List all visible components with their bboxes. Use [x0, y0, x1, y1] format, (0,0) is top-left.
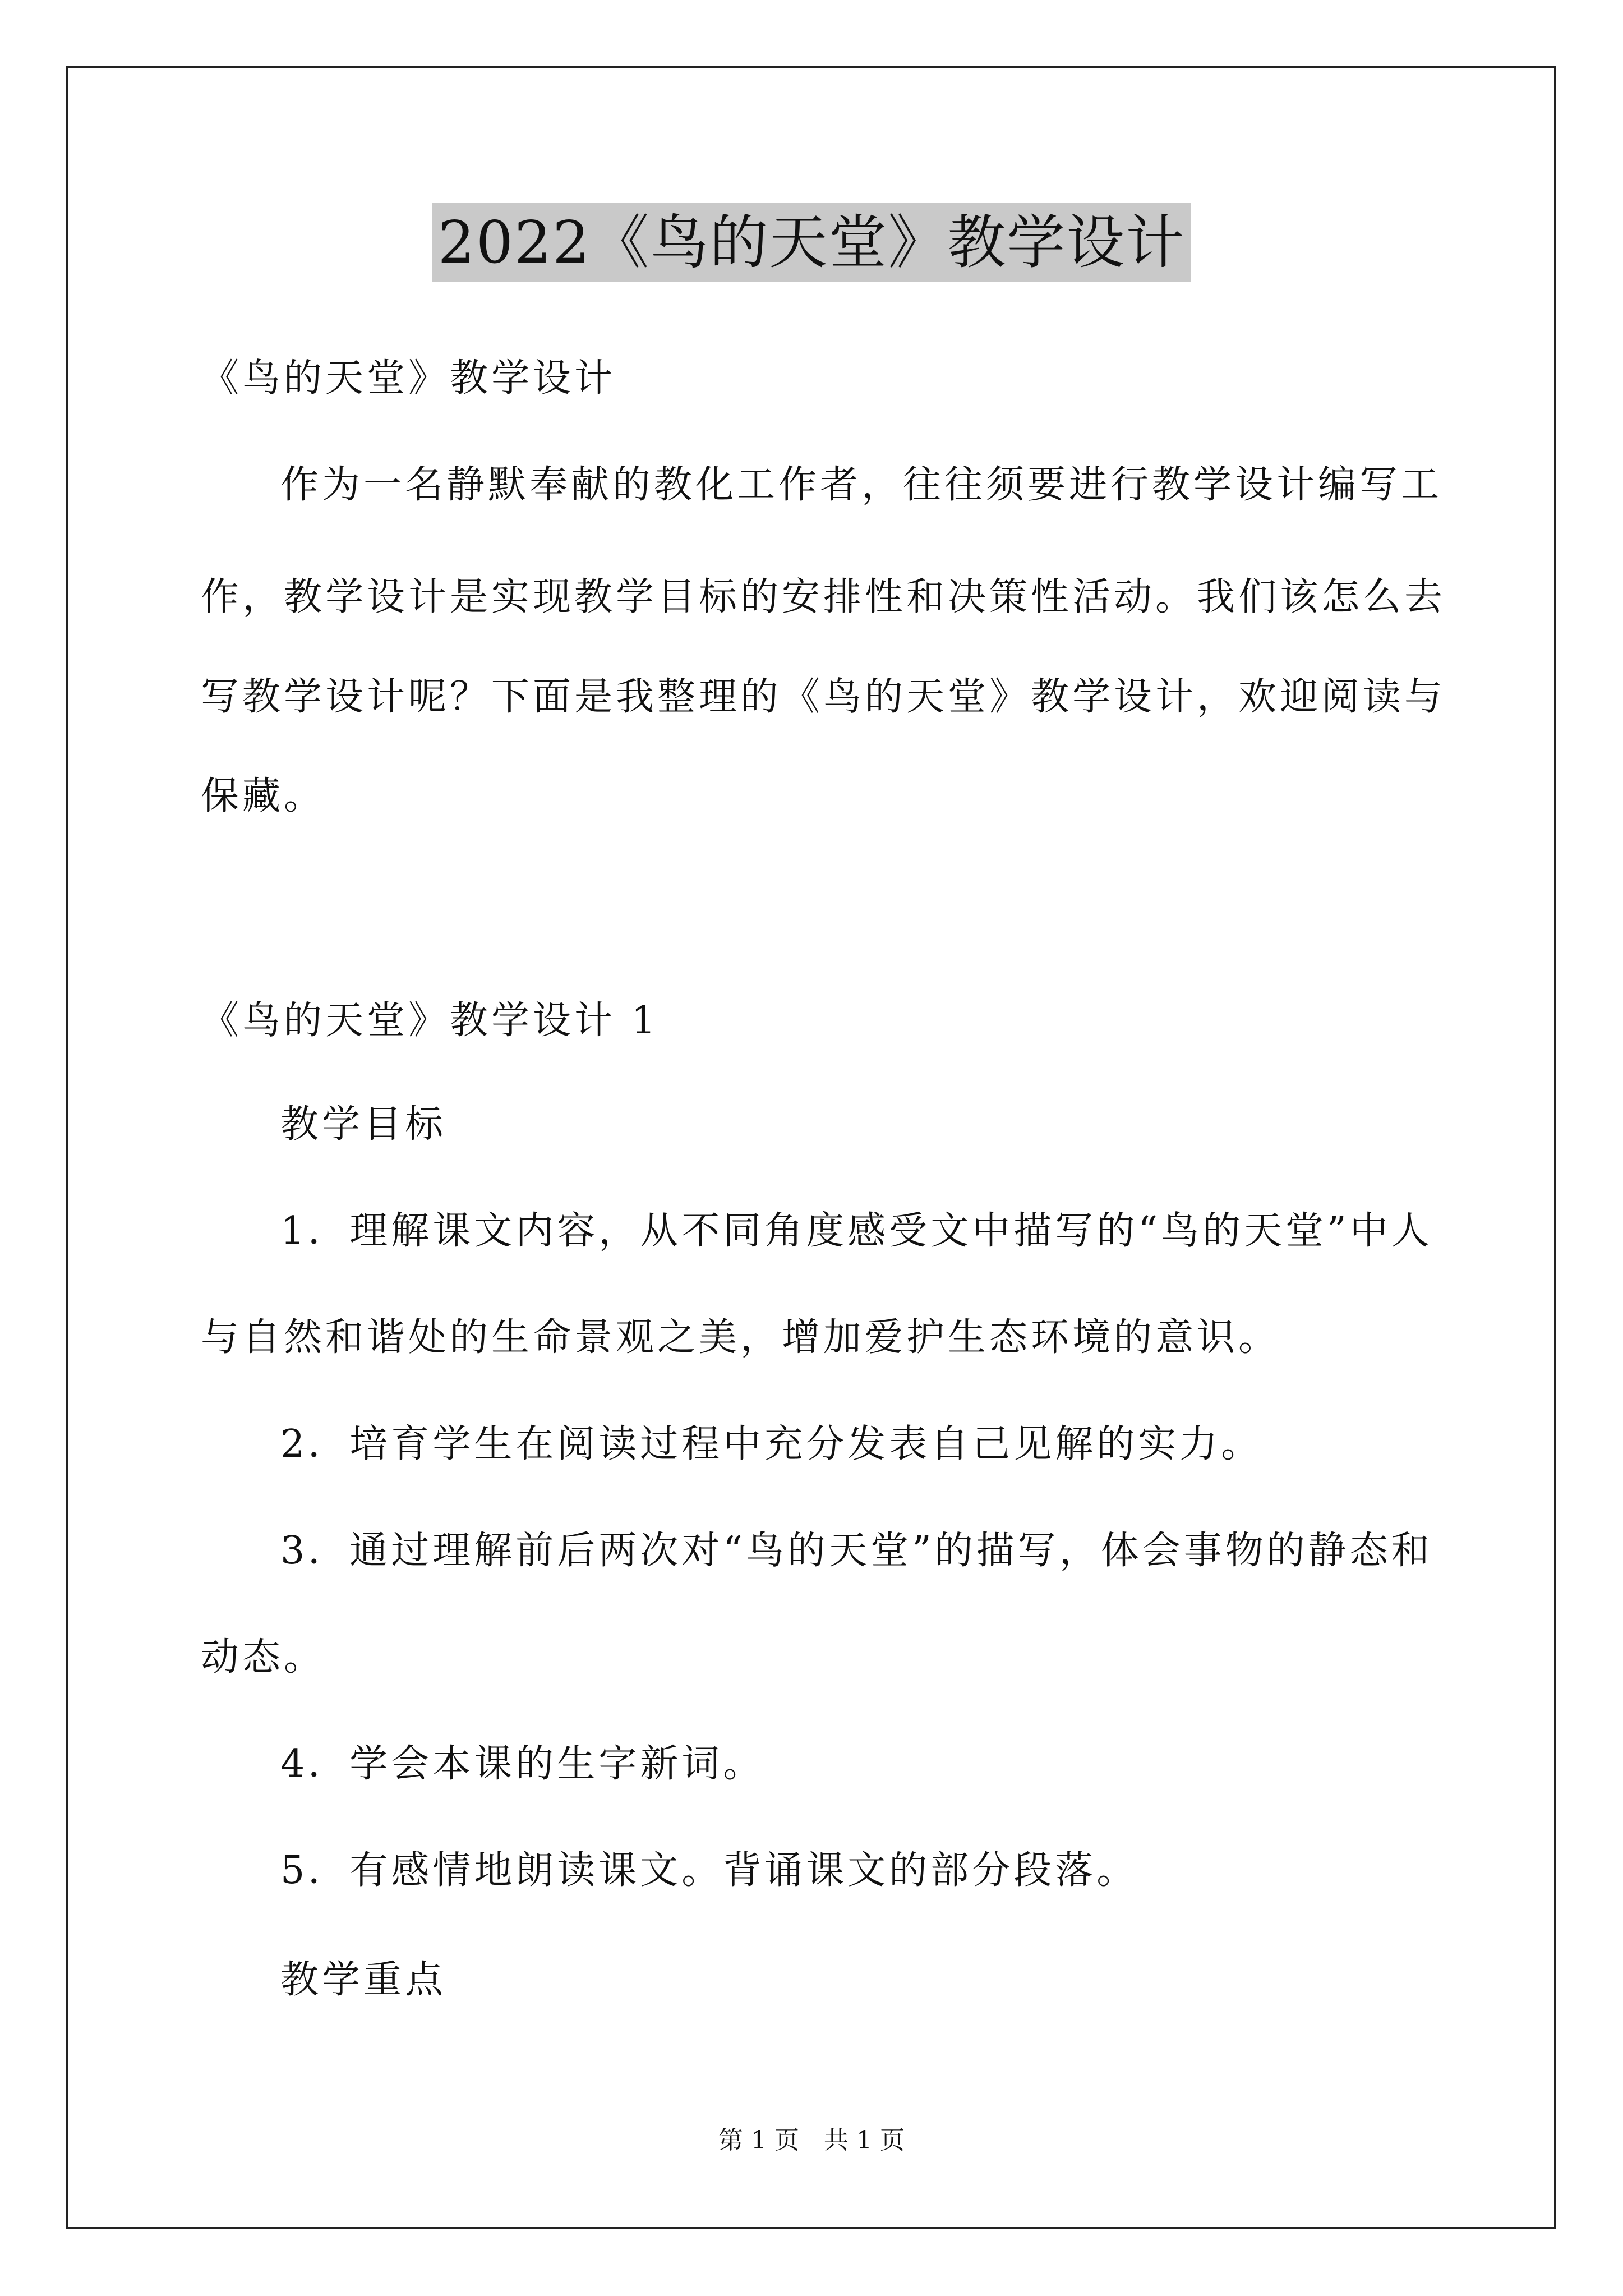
document-subtitle: 《鸟的天堂》教学设计	[201, 356, 616, 401]
heading-key-points: 教学重点	[280, 1958, 447, 2002]
section-title: 《鸟的天堂》教学设计 1	[201, 999, 659, 1043]
goal-line: 3．通过理解前后两次对“鸟的天堂”的描写，体会事物的静态和	[280, 1529, 1433, 1573]
goal-line: 动态。	[201, 1635, 326, 1680]
page-footer: 第 1 页 共 1 页	[718, 2126, 905, 2155]
goal-line: 与自然和谐处的生命景观之美，增加爱护生态环境的意识。	[201, 1315, 1280, 1360]
heading-goals: 教学目标	[280, 1102, 447, 1147]
intro-line: 作，教学设计是实现教学目标的安排性和决策性活动。我们该怎么去	[201, 575, 1446, 619]
intro-line: 写教学设计呢？下面是我整理的《鸟的天堂》教学设计，欢迎阅读与	[201, 675, 1446, 719]
goal-line: 5．有感情地朗读课文。背诵课文的部分段落。	[280, 1848, 1138, 1893]
title-container	[0, 203, 1623, 282]
goal-line: 2．培育学生在阅读过程中充分发表自己见解的实力。	[280, 1422, 1263, 1466]
goal-line: 4．学会本课的生字新词。	[280, 1742, 765, 1786]
goal-line: 1．理解课文内容，从不同角度感受文中描写的“鸟的天堂”中人	[280, 1209, 1433, 1253]
intro-line: 保藏。	[201, 774, 326, 818]
intro-line: 作为一名静默奉献的教化工作者，往往须要进行教学设计编写工	[280, 463, 1443, 507]
document-title: 2022《鸟的天堂》教学设计	[432, 203, 1191, 282]
